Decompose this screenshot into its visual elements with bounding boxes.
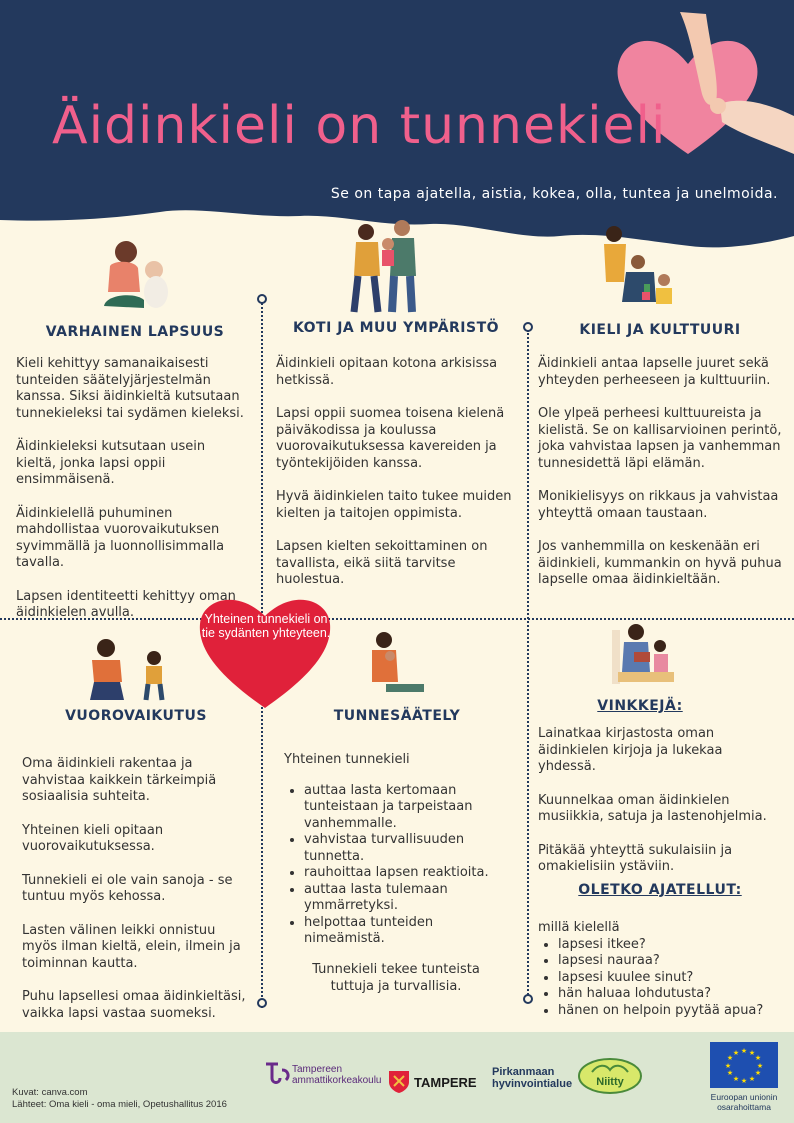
list-item: • lapsesi nauraa?: [558, 953, 782, 970]
section-heading-vuorovaikutus: VUOROVAIKUTUS: [65, 708, 207, 724]
paragraph: Hyvä äidinkielen taito tukee muiden kielten ja taitojen oppimista.: [276, 489, 512, 521]
family-culture-illustration: [598, 222, 682, 312]
divider-dot: [257, 294, 267, 304]
divider-dot: [523, 322, 533, 332]
mother-baby-illustration: [96, 236, 176, 314]
section-heading-koti: KOTI JA MUU YMPÄRISTÖ: [292, 320, 500, 336]
list-item: • lapsesi itkee?: [558, 937, 782, 954]
svg-text:★: ★: [740, 1047, 748, 1055]
logo-pirkanmaa: Pirkanmaan hyvinvointialue: [492, 1066, 573, 1090]
family-walking-illustration: [340, 218, 430, 314]
credit-sources: Lähteet: Oma kieli - oma mieli, Opetushallitus 2016: [12, 1099, 227, 1110]
svg-text:★: ★: [748, 1075, 756, 1083]
paragraph: Tunnekieli ei ole vain sanoja - se tuntuu myös kehossa.: [22, 872, 233, 904]
section-heading-oletko: OLETKO AJATELLUT:: [578, 882, 742, 898]
section-heading-tunnesaately: TUNNESÄÄTELY: [333, 708, 461, 724]
paragraph: Äidinkieleksi kutsutaan usein kieltä, jonka lapsi oppii ensimmäisenä.: [16, 439, 206, 487]
paragraph: Lainatkaa kirjastosta oman äidinkielen kirjoja ja lukekaa yhdessä.: [538, 726, 723, 774]
paragraph: Kuunnelkaa oman äidinkielen musiikkia, satuja ja lastenohjelmia.: [538, 792, 767, 824]
paragraph: Pitäkää yhteyttä sukulaisiin ja omakielisiin ystäviin.: [538, 842, 733, 874]
section-body-koti: [276, 356, 512, 606]
heart-graphic: [196, 588, 334, 710]
divider-dot: [257, 998, 267, 1008]
svg-text:★: ★: [756, 1062, 764, 1070]
svg-text:★: ★: [732, 1049, 740, 1057]
page-subtitle: Se on tapa ajatella, aistia, kokea, olla, tuntea ja unelmoida.: [330, 186, 778, 202]
divider-dot: [523, 994, 533, 1004]
list-item: • vahvistaa turvallisuuden tunnetta.: [304, 832, 508, 865]
section-heading-kieli-kulttuuri: KIELI JA KULTTUURI: [579, 322, 741, 338]
section-body-oletko: [538, 920, 782, 1019]
paragraph: Äidinkieli opitaan kotona arkisissa hetkissä.: [276, 356, 498, 388]
list-intro: millä kielellä: [538, 920, 620, 935]
section-heading-vinkkeja: VINKKEJÄ:: [597, 698, 683, 714]
list-item: • rauhoittaa lapsen reaktioita.: [304, 865, 508, 882]
paragraph: Monikielisyys on rikkaus ja vahvistaa yhteyttä omaan taustaan.: [538, 489, 779, 521]
bullet-list: [284, 783, 508, 948]
logo-tampere: TAMPERE: [414, 1075, 477, 1090]
svg-text:★: ★: [732, 1075, 740, 1083]
list-item: • helpottaa tunteiden nimeämistä.: [304, 915, 508, 948]
paragraph: Puhu lapsellesi omaa äidinkieltäsi, vaikka lapsi vastaa suomeksi.: [22, 989, 246, 1021]
credit-images: Kuvat: canva.com: [12, 1087, 88, 1098]
svg-text:★: ★: [748, 1049, 756, 1057]
paragraph: Yhteinen kieli opitaan vuorovaikutuksessa.: [22, 822, 164, 854]
svg-text:★: ★: [754, 1054, 762, 1062]
paragraph: Äidinkielellä puhuminen mahdollistaa vuorovaikutuksen syvimmällä ja luonnollisimmalla tavalla.: [16, 505, 225, 570]
logo-tamk: Tampereen ammattikorkeakoulu: [292, 1064, 382, 1086]
list-item: • auttaa lasta kertomaan tunteistaan ja tarpeistaan vanhemmalle.: [304, 783, 508, 833]
section-body-vinkkeja: [538, 726, 778, 893]
paragraph: Äidinkieli antaa lapselle juuret sekä yhteyden perheeseen ja kulttuuriin.: [538, 356, 771, 388]
svg-text:★: ★: [726, 1054, 734, 1062]
list-item: • auttaa lasta tulemaan ymmärretyksi.: [304, 882, 508, 915]
heart-text: Yhteinen tunnekieli on tie sydänten yhteyteen.: [201, 612, 331, 640]
paragraph: Lasten välinen leikki onnistuu myös ilman kieltä, elein, ilmein ja toiminnan kautta.: [22, 922, 241, 971]
list-item: • hän haluaa lohdutusta?: [558, 986, 782, 1003]
svg-text:★: ★: [726, 1069, 734, 1077]
paragraph: Lapsen identiteetti kehittyy oman äidinkielen avulla.: [16, 588, 236, 620]
credits: [12, 1087, 227, 1111]
logo-eu: Euroopan unionin osarahoittama: [710, 1092, 778, 1112]
svg-text:★: ★: [740, 1077, 748, 1085]
paragraph: Oma äidinkieli rakentaa ja vahvistaa kaikkein tärkeimpiä sosiaalisia suhteita.: [22, 756, 217, 804]
paragraph: Jos vanhemmilla on keskenään eri äidinkieli, kummankin on hyvä puhua lapselle omaa äidinkieltään.: [538, 539, 782, 587]
paragraph: Ole ylpeä perheesi kulttuureista ja kielistä. Se on kallisarvioinen perintö, joka vahvistaa lapsen ja vanhemman tunnesidettä läpi elämän.: [538, 406, 782, 471]
closing-statement: Tunnekieli tekee tunteista tuttuja ja turvallisia.: [312, 962, 480, 994]
bullet-list: [538, 937, 782, 1020]
list-item: • lapsesi kuulee sinut?: [558, 970, 782, 987]
logo-niitty: Niitty: [596, 1076, 624, 1088]
tampere-crest-icon: [388, 1070, 410, 1094]
section-body-vuorovaikutus: [22, 756, 250, 1039]
reading-together-illustration: [610, 622, 676, 688]
tamk-logo-icon: [262, 1058, 292, 1088]
paragraph: Lapsen kielten sekoittaminen on tavallista, eikä siitä tarvitse huolestua.: [276, 539, 488, 587]
page-title: Äidinkieli on tunnekieli: [52, 96, 667, 156]
section-heading-varhainen-lapsuus: VARHAINEN LAPSUUS: [45, 324, 225, 340]
parent-comfort-illustration: [366, 630, 426, 698]
section-body-tunnesaately: [284, 752, 508, 948]
section-body-kieli-kulttuuri: [538, 356, 782, 606]
eu-flag-icon: [710, 1042, 778, 1088]
list-intro: Yhteinen tunnekieli: [284, 752, 410, 767]
paragraph: Lapsi oppii suomea toisena kielenä päiväkodissa ja koulussa vuorovaikutuksessa kavereiden ja työntekijöiden kanssa.: [276, 406, 505, 471]
svg-text:★: ★: [754, 1069, 762, 1077]
list-item: • hänen on helpoin pyytää apua?: [558, 1003, 782, 1020]
father-child-illustration: [84, 636, 174, 702]
divider-vertical-right: [527, 330, 529, 1002]
paragraph: Kieli kehittyy samanaikaisesti tunteiden säätelyjärjestelmän kanssa. Siksi äidinkieltä kutsutaan tunnekieleksi tai sydämen kieleksi.: [16, 356, 244, 421]
svg-text:★: ★: [724, 1062, 732, 1070]
